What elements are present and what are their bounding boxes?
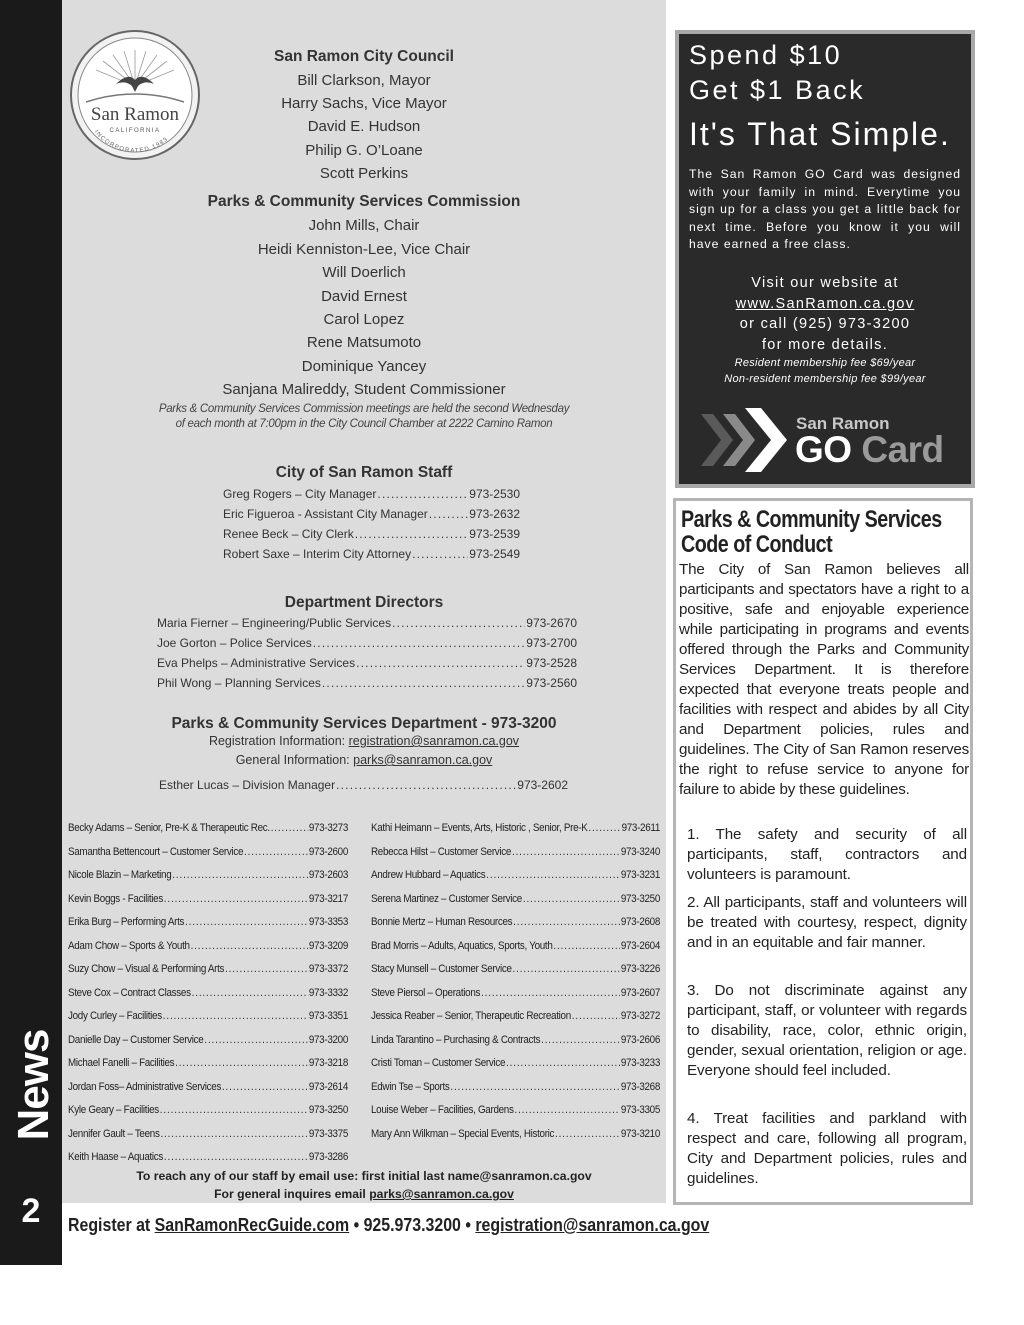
staff-phone: 973-2549: [469, 547, 520, 561]
nonresident-fee: Non-resident membership fee $99/year: [724, 373, 926, 385]
staff-phone: 973-3305: [620, 1104, 660, 1116]
commission-note: Parks & Community Services Commission meetings are held the second Wednesday: [158, 403, 570, 415]
director-row: [157, 616, 577, 630]
staff-phone: 973-3351: [308, 1010, 348, 1022]
staff-row: [68, 1151, 348, 1163]
staff-phone: 973-3231: [620, 869, 660, 881]
footer-register-line: [68, 1214, 709, 1236]
commission-member: Will Doerlich: [322, 264, 406, 281]
council-member: Harry Sachs, Vice Mayor: [281, 95, 447, 112]
staff-phone: 973-3250: [620, 892, 660, 905]
staff-phone: 973-3210: [620, 1127, 660, 1140]
staff-phone: 973-3233: [620, 1057, 660, 1069]
staff-name: Andrew Hubbard – Aquatics: [371, 869, 486, 881]
staff-row: [68, 1034, 348, 1046]
staff-phone: 973-3217: [308, 892, 348, 905]
staff-name: Serena Martinez – Customer Service: [371, 892, 522, 905]
staff-row: [68, 893, 348, 905]
code-intro: The City of San Ramon believes all participants and spectators have a right to a positive, safe and enjoyable experience while participating in programs and events offered through the Parks and Community Services Department. It is therefore expected that everyone treats people and facilities with respect and abides by all City and Department policies, rules and guidelines. The City of San Ramon reserves the right to refuse service to anyone for failure to abide by these guidelines.: [679, 561, 969, 798]
staff-name: Mary Ann Wilkman – Special Events, Historic: [371, 1127, 555, 1140]
city-staff-row: [223, 527, 520, 541]
council-member: Philip G. O’Loane: [305, 142, 423, 159]
staff-name: Samantha Bettencourt – Customer Service: [68, 845, 244, 858]
director-row: [157, 656, 577, 670]
staff-name: Bonnie Mertz – Human Resources: [371, 916, 513, 928]
staff-row: [371, 822, 660, 834]
staff-name: Robert Saxe – Interim City Attorney: [223, 547, 412, 561]
staff-phone: 973-3268: [620, 1080, 660, 1093]
city-staff-row: [223, 547, 520, 561]
staff-row: [68, 1010, 348, 1022]
registration-info: [62, 734, 666, 748]
staff-name: Nicole Blazin – Marketing: [68, 869, 172, 881]
staff-row: [68, 1128, 348, 1140]
footer-site-link[interactable]: SanRamonRecGuide.com: [154, 1214, 350, 1235]
staff-row: [68, 1104, 348, 1116]
staff-row: [68, 987, 348, 999]
email-note: To reach any of our staff by email use: first initial last name@sanramon.ca.gov: [136, 1169, 592, 1183]
commission-member: Rene Matsumoto: [306, 334, 422, 351]
staff-row: [68, 846, 348, 858]
commission-member: Heidi Kenniston-Lee, Vice Chair: [257, 241, 471, 258]
promo-call: or call (925) 973-3200: [739, 316, 911, 332]
staff-phone: 973-3353: [308, 916, 348, 928]
staff-phone: 973-2608: [620, 916, 660, 928]
director-phone: 973-2700: [526, 636, 577, 650]
director-name: Maria Fierner – Engineering/Public Services: [157, 616, 392, 630]
code-rule: 1. The safety and security of all participants, staff, contractors and volunteers is paramount.: [687, 826, 967, 883]
commission-member: Sanjana Malireddy, Student Commissioner: [222, 381, 506, 398]
staff-row: [371, 987, 660, 999]
staff-name: Danielle Day – Customer Service: [68, 1033, 204, 1046]
code-rule: 2. All participants, staff and volunteers will be treated with courtesy, respect, dignity and in an equitable and fair manner.: [687, 894, 967, 951]
code-title: [681, 507, 976, 557]
commission-member: Dominique Yancey: [301, 358, 427, 375]
staff-row: [371, 1010, 660, 1022]
staff-phone: 973-3250: [308, 1104, 348, 1116]
staff-row: [68, 963, 348, 975]
staff-phone: 973-2611: [621, 822, 660, 834]
staff-row: [371, 963, 660, 975]
staff-phone: 973-2539: [469, 527, 520, 541]
director-name: Eva Phelps – Administrative Services: [157, 656, 356, 670]
go-card-brand: San Ramon: [796, 414, 890, 433]
code-title-line1: Parks & Community Services: [681, 506, 942, 533]
footer-email-link[interactable]: registration@sanramon.ca.gov: [475, 1214, 710, 1235]
staff-row: [371, 1128, 660, 1140]
staff-name: Jody Curley – Facilities: [68, 1010, 162, 1022]
staff-phone: 973-2607: [620, 986, 660, 999]
manager-name: Esther Lucas – Division Manager: [159, 778, 336, 792]
staff-row: [371, 1034, 660, 1046]
directors-heading: Department Directors: [284, 594, 444, 611]
staff-row: [371, 1104, 660, 1116]
staff-phone: 973-3286: [308, 1151, 348, 1163]
staff-phone: 973-3372: [308, 963, 348, 975]
promo-paragraph: The San Ramon GO Card was designed with your family in mind. Everytime you sign up for a class you get a little back for next time. Before you know it you will have earned a free class.: [689, 167, 961, 252]
resident-fee: Resident membership fee $69/year: [734, 357, 916, 369]
logo-state: CALIFORNIA: [109, 128, 161, 134]
staff-name: Louise Weber – Facilities, Gardens: [371, 1104, 514, 1116]
commission-heading: Parks & Community Services Commission: [207, 193, 521, 210]
council-member: Bill Clarkson, Mayor: [297, 72, 431, 89]
director-name: Joe Gorton – Police Services: [157, 636, 312, 650]
general-inquiry-email-link[interactable]: parks@sanramon.ca.gov: [369, 1187, 514, 1201]
section-sidebar: [0, 0, 62, 1265]
staff-row: [68, 869, 348, 881]
staff-row: [68, 1081, 348, 1093]
staff-phone: 973-3209: [308, 939, 348, 952]
commission-member: Carol Lopez: [323, 311, 405, 328]
code-title-line2: Code of Conduct: [681, 531, 833, 558]
staff-name: Erika Burg – Performing Arts: [68, 916, 185, 928]
general-inquiry-label: For general inquires email: [214, 1187, 370, 1201]
staff-phone: 973-2632: [469, 507, 520, 521]
staff-phone: 973-2530: [469, 487, 520, 501]
general-label: General Information:: [235, 753, 354, 767]
staff-row: [371, 893, 660, 905]
registration-email-link[interactable]: registration@sanramon.ca.gov: [348, 734, 520, 748]
staff-phone: 973-3226: [620, 963, 660, 975]
staff-name: Rebecca Hilst – Customer Service: [371, 845, 512, 858]
go-word: GO: [795, 429, 852, 470]
registration-label: Registration Information:: [208, 734, 349, 748]
staff-name: Eric Figueroa - Assistant City Manager: [223, 507, 428, 521]
promo-details: for more details.: [761, 337, 889, 353]
staff-name: Kathi Heimann – Events, Arts, Historic , Senior, Pre-K: [371, 822, 588, 834]
staff-phone: 973-3200: [308, 1033, 348, 1046]
promo-website-link[interactable]: www.SanRamon.ca.gov: [735, 296, 915, 312]
commission-note: of each month at 7:00pm in the City Council Chamber at 2222 Camino Ramon: [175, 418, 553, 430]
footer-separator: •: [349, 1214, 364, 1235]
footer-separator: •: [460, 1214, 476, 1235]
director-name: Phil Wong – Planning Services: [157, 676, 321, 690]
go-card-promo: [675, 30, 975, 488]
go-card-logo-text: [795, 429, 944, 471]
staff-name: Kyle Geary – Facilities: [68, 1104, 159, 1116]
staff-name: Jennifer Gault – Teens: [68, 1127, 160, 1140]
director-phone: 973-2670: [526, 616, 577, 630]
staff-name: Suzy Chow – Visual & Performing Arts: [68, 963, 225, 975]
staff-row: [68, 940, 348, 952]
general-info: [62, 753, 666, 767]
staff-name: Renee Beck – City Clerk: [223, 527, 354, 541]
staff-name: Brad Morris – Adults, Aquatics, Sports, Youth: [371, 939, 553, 952]
commission-member: John Mills, Chair: [308, 217, 420, 234]
staff-phone: 973-3375: [308, 1127, 348, 1140]
staff-phone: 973-2600: [308, 845, 348, 858]
staff-name: Michael Fanelli – Facilities: [68, 1057, 175, 1069]
director-row: [157, 636, 577, 650]
staff-phone: 973-2614: [308, 1080, 348, 1093]
division-manager-row: [159, 778, 568, 792]
council-member: Scott Perkins: [319, 165, 409, 182]
parks-dept-heading: Parks & Community Services Department - 973-3200: [171, 715, 557, 732]
staff-row: [371, 940, 660, 952]
director-phone: 973-2560: [526, 676, 577, 690]
staff-name: Kevin Boggs - Facilities: [68, 892, 163, 905]
council-heading: San Ramon City Council: [274, 48, 454, 65]
general-inquiry-note: [62, 1187, 666, 1201]
city-staff-row: [223, 507, 520, 521]
staff-row: [371, 1057, 660, 1069]
staff-name: Greg Rogers – City Manager: [223, 487, 377, 501]
staff-phone: 973-2606: [620, 1033, 660, 1046]
staff-row: [371, 1081, 660, 1093]
director-phone: 973-2528: [526, 656, 577, 670]
staff-phone: 973-3332: [308, 986, 348, 999]
staff-name: Linda Tarantino – Purchasing & Contracts: [371, 1033, 541, 1046]
promo-line3: It's That Simple.: [689, 116, 951, 152]
staff-name: Becky Adams – Senior, Pre-K & Therapeutic Rec.: [68, 822, 270, 834]
code-rule: 4. Treat facilities and parkland with respect and care, following all program, City and Department policies, rules and guidelines.: [687, 1110, 967, 1187]
staff-phone: 973-3273: [308, 822, 348, 834]
city-staff-heading: City of San Ramon Staff: [275, 464, 453, 481]
logo-name: San Ramon: [90, 104, 180, 125]
commission-member: David Ernest: [321, 288, 407, 305]
page-number: 2: [21, 1192, 41, 1230]
staff-name: Steve Piersol – Operations: [371, 986, 481, 999]
staff-phone: 973-3272: [620, 1010, 660, 1022]
staff-name: Stacy Munsell – Customer Service: [371, 963, 512, 975]
staff-name: Adam Chow – Sports & Youth: [68, 939, 190, 952]
staff-name: Edwin Tse – Sports: [371, 1080, 450, 1093]
staff-phone: 973-3240: [620, 845, 660, 858]
general-email-link[interactable]: parks@sanramon.ca.gov: [353, 753, 493, 767]
council-member: David E. Hudson: [307, 118, 421, 135]
staff-name: Jordan Foss– Administrative Services: [68, 1080, 222, 1093]
city-staff-row: [223, 487, 520, 501]
promo-line2: Get $1 Back: [689, 75, 866, 105]
section-label-text: News: [9, 1029, 58, 1141]
staff-row: [371, 916, 660, 928]
staff-phone: 973-2604: [620, 939, 660, 952]
staff-row: [68, 1057, 348, 1069]
footer-register: Register at: [68, 1214, 155, 1235]
staff-row: [371, 869, 660, 881]
card-word: Card: [861, 429, 944, 470]
footer-phone: 925.973.3200: [363, 1214, 461, 1235]
director-row: [157, 676, 577, 690]
staff-phone: 973-2603: [308, 869, 348, 881]
staff-phone: 973-3218: [308, 1057, 348, 1069]
staff-name: Steve Cox – Contract Classes: [68, 986, 191, 999]
staff-name: Jessica Reaber – Senior, Therapeutic Recreation: [371, 1010, 571, 1022]
code-rule: 3. Do not discriminate against any participant, staff, or volunteer with regards to disability, race, color, ethnic origin, gender, sexual orientation, religion or age. Everyone should feel included.: [687, 982, 967, 1079]
staff-row: [68, 916, 348, 928]
logo-incorporated: INCORPORATED 1983: [92, 129, 170, 155]
promo-visit: Visit our website at: [751, 275, 899, 291]
staff-row: [68, 822, 348, 834]
code-of-conduct: [673, 498, 973, 1205]
section-label: [9, 1029, 58, 1141]
promo-line1: Spend $10: [689, 40, 843, 70]
staff-name: Cristi Toman – Customer Service: [371, 1057, 506, 1069]
staff-row: [371, 846, 660, 858]
chevron-arrows-icon: [697, 406, 789, 474]
manager-phone: 973-2602: [517, 778, 568, 792]
staff-name: Keith Haase – Aquatics: [68, 1151, 164, 1163]
